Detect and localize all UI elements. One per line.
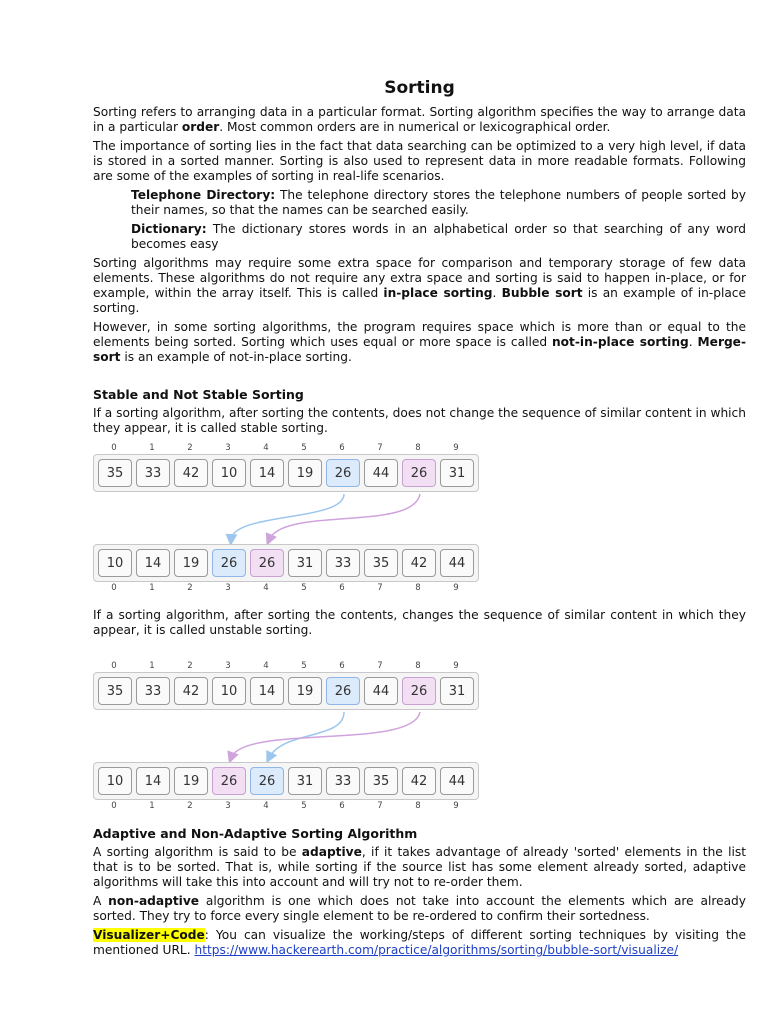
index-label: 4 [263,661,269,671]
index-label: 4 [263,801,269,811]
array-cell: 35 [98,459,132,487]
array-cell: 42 [402,767,436,795]
unstable-arrows [93,710,483,762]
bottom-index-row [93,582,479,594]
array-cell: 26 [212,549,246,577]
array-cell: 26 [326,677,360,705]
array-cell: 35 [364,767,398,795]
index-label: 1 [149,443,155,453]
in-place-paragraph: Sorting algorithms may require some extra space for comparison and temporary storage of few data elements. These algorithms do not require any extra space and sorting is said to happen in-place, or for example, within the array itself. This is called in-place sorting. Bubble sort is an example of in-place sorting. [93,256,746,315]
index-label: 3 [225,801,231,811]
array-cell: 26 [212,767,246,795]
index-label: 2 [187,443,193,453]
index-label: 6 [339,661,345,671]
index-label: 0 [111,661,117,671]
adaptive-heading: Adaptive and Non-Adaptive Sorting Algorithm [93,826,418,841]
index-label: 6 [339,443,345,453]
array-cell: 44 [440,767,474,795]
sorted-array-row [93,762,479,800]
index-label: 8 [415,801,421,811]
index-label: 2 [187,801,193,811]
index-label: 8 [415,583,421,593]
index-label: 7 [377,661,383,671]
array-cell: 44 [364,459,398,487]
index-label: 7 [377,443,383,453]
pink-arrow [231,712,420,758]
index-label: 1 [149,661,155,671]
index-label: 1 [149,583,155,593]
intro-paragraph-2: The importance of sorting lies in the fact that data searching can be optimized to a very high level, if data is stored in a sorted manner. Sorting is also used to represent data in more readable formats. Following are some of the examples of sorting in real-life scenarios. [93,139,746,183]
stable-heading: Stable and Not Stable Sorting [93,387,304,402]
top-index-row [93,660,479,672]
array-cell: 33 [136,459,170,487]
page-title: Sorting [384,78,455,98]
array-cell: 26 [402,677,436,705]
stable-paragraph: If a sorting algorithm, after sorting the contents, does not change the sequence of similar content in which they appear, it is called stable sorting. [93,406,746,435]
visualizer-link[interactable]: https://www.hackerearth.com/practice/algorithms/sorting/bubble-sort/visualize/ [194,943,679,957]
document-page [93,78,746,962]
array-cell: 31 [440,677,474,705]
array-cell: 31 [288,767,322,795]
sorted-array-row [93,544,479,582]
index-label: 9 [453,661,459,671]
unsorted-array-row [93,672,479,710]
array-cell: 14 [136,549,170,577]
array-cell: 35 [98,677,132,705]
array-cell: 35 [364,549,398,577]
index-label: 0 [111,583,117,593]
index-label: 6 [339,801,345,811]
array-cell: 26 [250,767,284,795]
index-label: 9 [453,801,459,811]
array-cell: 44 [440,549,474,577]
top-index-row [93,442,479,454]
example-telephone-directory: Telephone Directory: The telephone directory stores the telephone numbers of people sorted by their names, so that the names can be searched easily. [131,188,746,217]
array-cell: 19 [174,549,208,577]
index-label: 6 [339,583,345,593]
index-label: 4 [263,583,269,593]
intro-paragraph-1: Sorting refers to arranging data in a particular format. Sorting algorithm specifies the way to arrange data in a particular order. Most common orders are in numerical or lexicographical order. [93,105,746,134]
array-cell: 31 [440,459,474,487]
array-cell: 10 [98,549,132,577]
array-cell: 42 [402,549,436,577]
index-label: 3 [225,583,231,593]
array-cell: 10 [212,459,246,487]
array-cell: 31 [288,549,322,577]
array-cell: 14 [250,677,284,705]
index-label: 0 [111,801,117,811]
non-adaptive-paragraph: A non-adaptive algorithm is one which does not take into account the elements which are already sorted. They try to force every single element to be re-ordered to confirm their sortedness. [93,894,746,923]
index-label: 5 [301,801,307,811]
index-label: 5 [301,443,307,453]
unstable-sort-diagram [93,660,483,812]
array-cell: 26 [402,459,436,487]
array-cell: 10 [212,677,246,705]
blue-arrow [269,712,344,758]
index-label: 7 [377,801,383,811]
unsorted-array-row [93,454,479,492]
index-label: 8 [415,443,421,453]
index-label: 5 [301,583,307,593]
visualizer-highlight: Visualizer+Code [93,928,205,942]
index-label: 9 [453,443,459,453]
index-label: 9 [453,583,459,593]
array-cell: 19 [174,767,208,795]
example-dictionary: Dictionary: The dictionary stores words in an alphabetical order so that searching of any word becomes easy [131,222,746,251]
array-cell: 42 [174,677,208,705]
stable-arrows [93,492,483,544]
array-cell: 26 [250,549,284,577]
array-cell: 19 [288,677,322,705]
array-cell: 42 [174,459,208,487]
array-cell: 33 [136,677,170,705]
bottom-index-row [93,800,479,812]
unstable-paragraph: If a sorting algorithm, after sorting the contents, changes the sequence of similar content in which they appear, it is called unstable sorting. [93,608,746,637]
stable-sort-diagram [93,442,483,594]
array-cell: 14 [250,459,284,487]
index-label: 2 [187,583,193,593]
visualizer-paragraph: Visualizer+Code: You can visualize the working/steps of different sorting techniques by visiting the mentioned URL. https://www.hackerearth.com/practice/algorithms/sorting/bubble-sort/visualize/ [93,928,746,957]
index-label: 0 [111,443,117,453]
adaptive-paragraph: A sorting algorithm is said to be adaptive, if it takes advantage of already 'sorted' elements in the list that is to be sorted. That is, while sorting if the source list has some element already sorted, adaptive algorithms will take this into account and will try not to re-order them. [93,845,746,889]
array-cell: 33 [326,767,360,795]
index-label: 3 [225,443,231,453]
index-label: 2 [187,661,193,671]
array-cell: 44 [364,677,398,705]
array-cell: 19 [288,459,322,487]
index-label: 7 [377,583,383,593]
not-in-place-paragraph: However, in some sorting algorithms, the program requires space which is more than or equal to the elements being sorted. Sorting which uses equal or more space is called not-in-place sorting. Merge-sort is an example of not-in-place sorting. [93,320,746,364]
array-cell: 10 [98,767,132,795]
index-label: 4 [263,443,269,453]
index-label: 8 [415,661,421,671]
index-label: 1 [149,801,155,811]
index-label: 5 [301,661,307,671]
index-label: 3 [225,661,231,671]
array-cell: 14 [136,767,170,795]
blue-arrow [231,494,344,540]
array-cell: 26 [326,459,360,487]
array-cell: 33 [326,549,360,577]
